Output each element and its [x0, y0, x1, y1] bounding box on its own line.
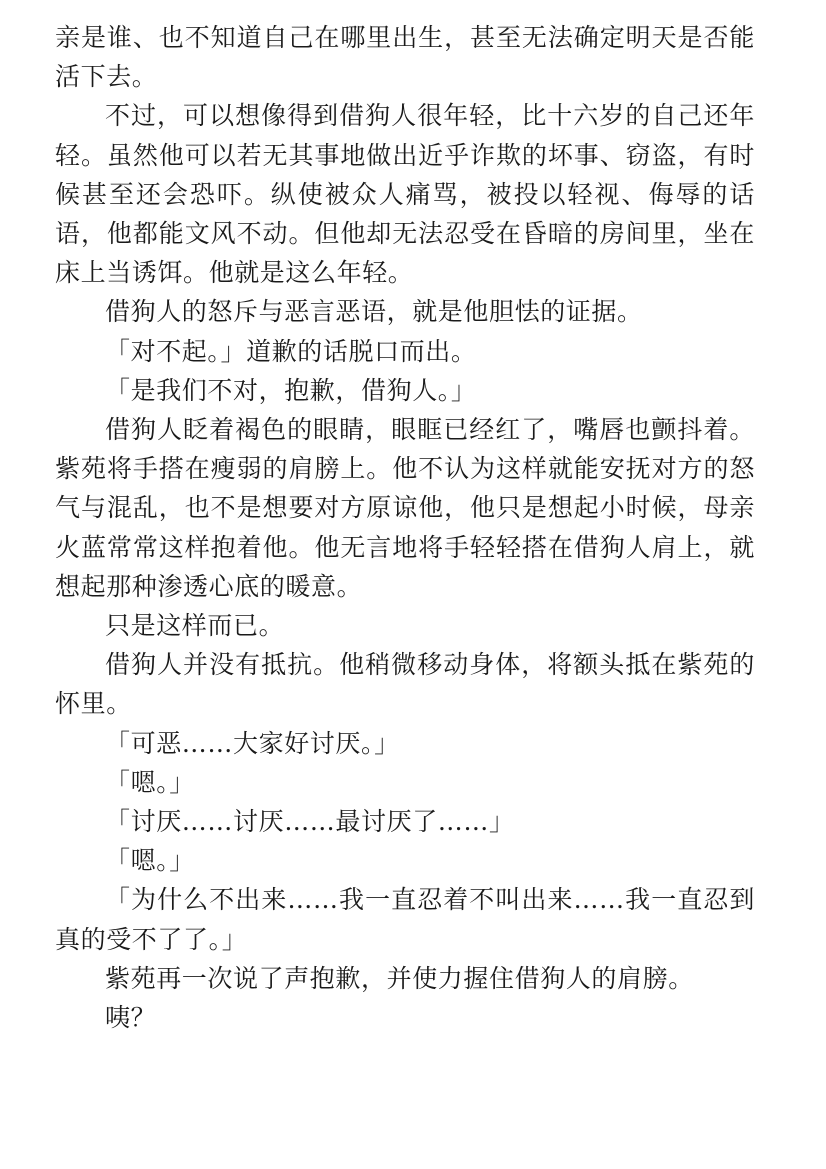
paragraph-2: 不过，可以想像得到借狗人很年轻，比十六岁的自己还年轻。虽然他可以若无其事地做出近乎诈欺的坏事、窃盗，有时候甚至还会恐吓。纵使被众人痛骂，被投以轻视、侮辱的话语，他都能文风不动。但他却无法忍受在昏暗的房间里，坐在床上当诱饵。他就是这么年轻。	[55, 101, 755, 288]
paragraph-8: 借狗人并没有抵抗。他稍微移动身体，将额头抵在紫苑的怀里。	[55, 650, 755, 719]
paragraph-5: 「是我们不对，抱歉，借狗人。」	[105, 375, 477, 405]
paragraph-3: 借狗人的怒斥与恶言恶语，就是他胆怯的证据。	[105, 297, 643, 327]
paragraph-13: 「为什么不出来……我一直忍着不叫出来……我一直忍到真的受不了了。」	[55, 885, 755, 954]
book-page	[55, 18, 755, 1037]
paragraph-6: 借狗人眨着褐色的眼睛，眼眶已经红了，嘴唇也颤抖着。紫苑将手搭在瘦弱的肩膀上。他不认为这样就能安抚对方的怒气与混乱，也不是想要对方原谅他，他只是想起小时候，母亲火蓝常常这样抱着他。他无言地将手轻轻搭在借狗人肩上，就想起那种渗透心底的暖意。	[55, 415, 755, 601]
paragraph-7: 只是这样而已。	[105, 611, 285, 641]
paragraph-15: 咦？	[105, 1003, 157, 1033]
paragraph-10: 「嗯。」	[105, 767, 195, 797]
paragraph-12: 「嗯。」	[105, 846, 195, 876]
paragraph-9: 「可恶……大家好讨厌。」	[105, 728, 400, 758]
paragraph-11: 「讨厌……讨厌……最讨厌了……」	[105, 807, 515, 837]
paragraph-1: 亲是谁、也不知道自己在哪里出生，甚至无法确定明天是否能活下去。	[55, 23, 755, 92]
paragraph-4: 「对不起。」道歉的话脱口而出。	[105, 336, 477, 366]
paragraph-14: 紫苑再一次说了声抱歉，并使力握住借狗人的肩膀。	[105, 963, 694, 993]
